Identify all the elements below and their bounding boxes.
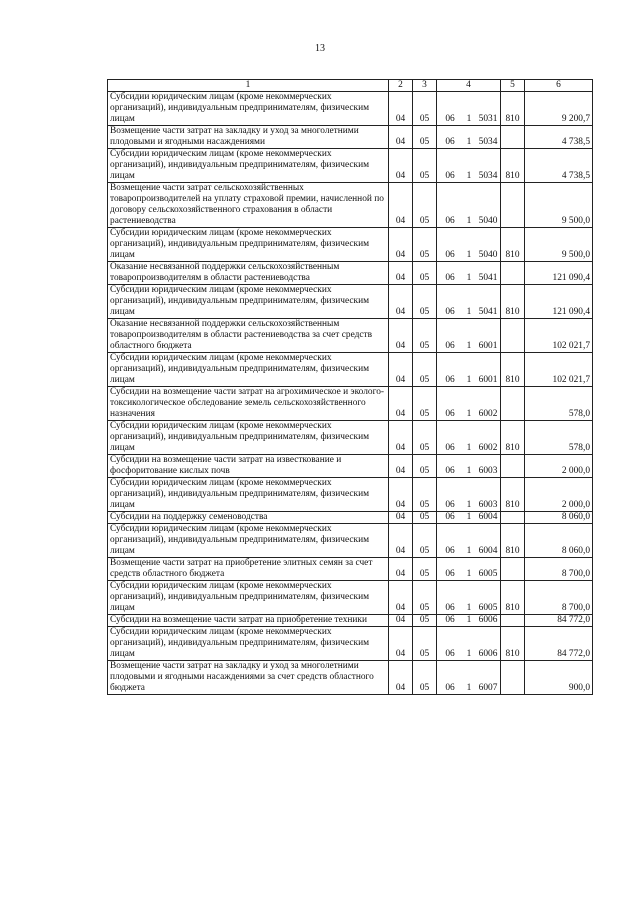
row-amount: 8 700,0 [525,581,593,615]
row-name: Субсидии юридическим лицам (кроме некоммерческих организаций), индивидуальным предпринимателям, физическим лицам [108,228,389,262]
row-direction-code: 6001 [478,375,498,385]
row-expense-type [501,262,525,285]
row-section: 04 [389,149,413,183]
row-subprogram-code: 1 [466,307,472,317]
row-subsection: 05 [413,183,437,228]
table-row [108,558,593,581]
row-expense-type [501,512,525,524]
row-target-article [437,558,501,581]
row-subsection: 05 [413,319,437,353]
row-target-article [437,615,501,627]
row-target-article [437,455,501,478]
row-subsection: 05 [413,627,437,661]
row-name: Субсидии на возмещение части затрат на известкование и фосфоритование кислых почв [108,455,389,478]
row-name: Оказание несвязанной поддержки сельскохозяйственным товаропроизводителям в области растениеводства [108,262,389,285]
row-amount: 9 200,7 [525,92,593,126]
row-program-code: 06 [445,500,455,510]
row-target-article [437,262,501,285]
row-name: Субсидии юридическим лицам (кроме некоммерческих организаций), индивидуальным предпринимателям, физическим лицам [108,421,389,455]
row-direction-code: 6005 [478,603,498,613]
row-subsection: 05 [413,92,437,126]
row-subprogram-code: 1 [466,649,472,659]
row-section: 04 [389,126,413,149]
row-expense-type: 810 [501,421,525,455]
row-expense-type [501,661,525,695]
row-subprogram-code: 1 [466,603,472,613]
row-section: 04 [389,228,413,262]
row-program-code: 06 [445,683,455,693]
row-section: 04 [389,512,413,524]
row-direction-code: 6007 [478,683,498,693]
row-target-article [437,92,501,126]
row-amount: 8 060,0 [525,524,593,558]
row-name: Субсидии юридическим лицам (кроме некоммерческих организаций), индивидуальным предпринимателям, физическим лицам [108,92,389,126]
table-row [108,627,593,661]
row-section: 04 [389,421,413,455]
row-program-code: 06 [445,341,455,351]
row-name: Субсидии юридическим лицам (кроме некоммерческих организаций), индивидуальным предпринимателям, физическим лицам [108,524,389,558]
row-subsection: 05 [413,581,437,615]
row-direction-code: 5040 [478,216,498,226]
table-row [108,512,593,524]
row-expense-type: 810 [501,149,525,183]
row-target-article [437,319,501,353]
table-row [108,262,593,285]
row-subprogram-code: 1 [466,443,472,453]
row-program-code: 06 [445,615,455,625]
row-subprogram-code: 1 [466,171,472,181]
row-name: Субсидии юридическим лицам (кроме некоммерческих организаций), индивидуальным предпринимателям, физическим лицам [108,353,389,387]
header-section: 2 [389,80,413,92]
table-row [108,353,593,387]
row-amount: 578,0 [525,421,593,455]
row-program-code: 06 [445,114,455,124]
row-expense-type: 810 [501,353,525,387]
row-subsection: 05 [413,478,437,512]
row-amount: 102 021,7 [525,353,593,387]
row-subprogram-code: 1 [466,114,472,124]
row-direction-code: 6002 [478,409,498,419]
row-amount: 2 000,0 [525,478,593,512]
row-expense-type [501,319,525,353]
row-subsection: 05 [413,353,437,387]
row-name: Оказание несвязанной поддержки сельскохозяйственным товаропроизводителям в области растениеводства за счет средств областного бюджета [108,319,389,353]
row-subprogram-code: 1 [466,569,472,579]
row-amount: 4 738,5 [525,149,593,183]
row-subprogram-code: 1 [466,216,472,226]
row-subsection: 05 [413,524,437,558]
table-row [108,387,593,421]
row-program-code: 06 [445,216,455,226]
table-row [108,478,593,512]
header-name: 1 [108,80,389,92]
table-row [108,581,593,615]
row-target-article [437,524,501,558]
row-expense-type: 810 [501,524,525,558]
row-direction-code: 6003 [478,466,498,476]
row-subsection: 05 [413,512,437,524]
row-section: 04 [389,183,413,228]
header-expense-type: 5 [501,80,525,92]
row-section: 04 [389,661,413,695]
row-section: 04 [389,524,413,558]
row-program-code: 06 [445,171,455,181]
table-row [108,661,593,695]
row-target-article [437,353,501,387]
table-body [108,92,593,695]
row-name: Субсидии юридическим лицам (кроме некоммерческих организаций), индивидуальным предпринимателям, физическим лицам [108,627,389,661]
row-direction-code: 6004 [478,512,498,522]
row-name: Возмещение части затрат на приобретение элитных семян за счет средств областного бюджета [108,558,389,581]
row-direction-code: 5034 [478,137,498,147]
row-program-code: 06 [445,466,455,476]
row-target-article [437,149,501,183]
row-amount: 9 500,0 [525,228,593,262]
row-amount: 84 772,0 [525,615,593,627]
row-subsection: 05 [413,285,437,319]
row-direction-code: 5041 [478,307,498,317]
header-subsection: 3 [413,80,437,92]
row-direction-code: 5040 [478,250,498,260]
table-row [108,524,593,558]
row-subprogram-code: 1 [466,546,472,556]
row-subprogram-code: 1 [466,512,472,522]
row-section: 04 [389,387,413,421]
row-program-code: 06 [445,443,455,453]
row-target-article [437,387,501,421]
row-section: 04 [389,319,413,353]
table-row [108,285,593,319]
row-direction-code: 5031 [478,114,498,124]
row-program-code: 06 [445,512,455,522]
row-subsection: 05 [413,262,437,285]
row-name: Субсидии на возмещение части затрат на агрохимическое и эколого-токсикологическое обследование земель сельскохозяйственного назначения [108,387,389,421]
row-name: Субсидии юридическим лицам (кроме некоммерческих организаций), индивидуальным предпринимателям, физическим лицам [108,581,389,615]
row-amount: 9 500,0 [525,183,593,228]
row-subprogram-code: 1 [466,466,472,476]
table-row [108,92,593,126]
row-name: Субсидии юридическим лицам (кроме некоммерческих организаций), индивидуальным предпринимателям, физическим лицам [108,149,389,183]
table-row [108,455,593,478]
row-name: Субсидии на возмещение части затрат на приобретение техники [108,615,389,627]
row-amount: 121 090,4 [525,285,593,319]
row-name: Возмещение части затрат сельскохозяйственных товаропроизводителей на уплату страховой премии, начисленной по договору сельскохозяйственного страхования в области растениеводства [108,183,389,228]
row-target-article [437,126,501,149]
row-section: 04 [389,581,413,615]
budget-table [107,79,593,695]
row-amount: 121 090,4 [525,262,593,285]
row-expense-type [501,126,525,149]
table-header-row [108,80,593,92]
row-amount: 84 772,0 [525,627,593,661]
row-subprogram-code: 1 [466,409,472,419]
row-program-code: 06 [445,569,455,579]
row-subprogram-code: 1 [466,500,472,510]
header-amount: 6 [525,80,593,92]
row-section: 04 [389,353,413,387]
row-target-article [437,512,501,524]
row-expense-type: 810 [501,581,525,615]
row-subprogram-code: 1 [466,341,472,351]
row-expense-type: 810 [501,92,525,126]
row-target-article [437,627,501,661]
row-amount: 900,0 [525,661,593,695]
row-amount: 578,0 [525,387,593,421]
row-program-code: 06 [445,137,455,147]
row-subprogram-code: 1 [466,273,472,283]
row-section: 04 [389,262,413,285]
table-row [108,228,593,262]
header-target-article: 4 [437,80,501,92]
table-row [108,615,593,627]
row-amount: 2 000,0 [525,455,593,478]
row-expense-type: 810 [501,478,525,512]
row-subprogram-code: 1 [466,615,472,625]
row-section: 04 [389,615,413,627]
page-number: 13 [315,43,325,54]
row-program-code: 06 [445,250,455,260]
row-expense-type: 810 [501,285,525,319]
row-target-article [437,478,501,512]
row-program-code: 06 [445,307,455,317]
row-name: Субсидии на поддержку семеноводства [108,512,389,524]
row-program-code: 06 [445,603,455,613]
row-expense-type [501,387,525,421]
row-amount: 8 060,0 [525,512,593,524]
row-program-code: 06 [445,409,455,419]
row-amount: 8 700,0 [525,558,593,581]
table-row [108,183,593,228]
row-subsection: 05 [413,558,437,581]
row-subprogram-code: 1 [466,375,472,385]
row-direction-code: 5034 [478,171,498,181]
row-subprogram-code: 1 [466,683,472,693]
row-section: 04 [389,285,413,319]
row-target-article [437,581,501,615]
row-expense-type [501,455,525,478]
row-section: 04 [389,455,413,478]
row-direction-code: 5041 [478,273,498,283]
row-subsection: 05 [413,421,437,455]
row-expense-type [501,615,525,627]
table-row [108,149,593,183]
row-target-article [437,661,501,695]
row-direction-code: 6002 [478,443,498,453]
row-subsection: 05 [413,126,437,149]
row-expense-type [501,558,525,581]
row-subprogram-code: 1 [466,137,472,147]
row-direction-code: 6005 [478,569,498,579]
row-name: Субсидии юридическим лицам (кроме некоммерческих организаций), индивидуальным предпринимателям, физическим лицам [108,478,389,512]
row-direction-code: 6006 [478,615,498,625]
row-amount: 102 021,7 [525,319,593,353]
row-expense-type: 810 [501,228,525,262]
row-expense-type [501,183,525,228]
row-subsection: 05 [413,615,437,627]
row-name: Возмещение части затрат на закладку и уход за многолетними плодовыми и ягодными насаждениями за счет средств областного бюджета [108,661,389,695]
row-expense-type: 810 [501,627,525,661]
row-name: Субсидии юридическим лицам (кроме некоммерческих организаций), индивидуальным предпринимателям, физическим лицам [108,285,389,319]
row-program-code: 06 [445,649,455,659]
row-program-code: 06 [445,375,455,385]
row-direction-code: 6006 [478,649,498,659]
row-target-article [437,285,501,319]
row-subsection: 05 [413,455,437,478]
row-subsection: 05 [413,228,437,262]
row-target-article [437,183,501,228]
table-row [108,421,593,455]
row-direction-code: 6001 [478,341,498,351]
row-name: Возмещение части затрат на закладку и уход за многолетними плодовыми и ягодными насаждениями [108,126,389,149]
table-row [108,319,593,353]
row-section: 04 [389,478,413,512]
row-direction-code: 6003 [478,500,498,510]
row-target-article [437,228,501,262]
row-subsection: 05 [413,661,437,695]
row-target-article [437,421,501,455]
row-subsection: 05 [413,387,437,421]
row-amount: 4 738,5 [525,126,593,149]
row-program-code: 06 [445,546,455,556]
row-section: 04 [389,92,413,126]
row-direction-code: 6004 [478,546,498,556]
table-row [108,126,593,149]
row-program-code: 06 [445,273,455,283]
row-section: 04 [389,558,413,581]
row-subsection: 05 [413,149,437,183]
row-section: 04 [389,627,413,661]
row-subprogram-code: 1 [466,250,472,260]
